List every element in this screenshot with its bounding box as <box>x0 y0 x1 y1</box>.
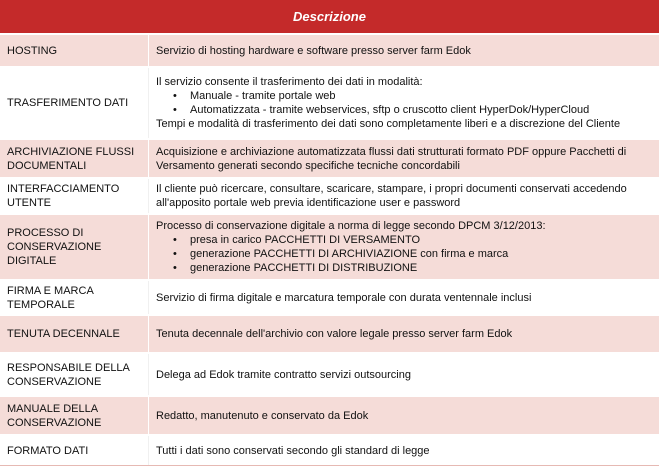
description-line: all'apposito portale web previa identificazione user e password <box>156 197 461 209</box>
description-line: Tutti i dati sono conservati secondo gli standard di legge <box>156 444 430 457</box>
table-row-responsabile <box>0 354 659 395</box>
description-line: Delega ad Edok tramite contratto servizi outsourcing <box>156 368 411 381</box>
row-description <box>149 354 659 395</box>
row-label <box>0 35 148 66</box>
description-intro: Processo di conservazione digitale a norma di legge secondo DPCM 3/12/2013: <box>156 220 546 232</box>
header-title: Descrizione <box>293 9 366 24</box>
table-row-firma-marca <box>0 281 659 314</box>
row-label <box>0 179 148 213</box>
row-label-text: FORMATO DATI <box>7 444 89 457</box>
row-label <box>0 354 148 395</box>
bullet-icon: • <box>173 248 177 260</box>
row-label <box>0 68 148 138</box>
description-line: Versamento generati secondo specifiche tecniche concordabili <box>156 159 460 172</box>
row-description <box>149 215 659 279</box>
row-label-text: TRASFERIMENTO DATI <box>7 97 129 109</box>
row-label <box>0 397 148 434</box>
row-label-text: PROCESSO DI CONSERVAZIONE DIGITALE <box>7 227 102 267</box>
bullet-item: • Manuale - tramite portale web <box>173 90 336 102</box>
row-label <box>0 215 148 279</box>
description-line: Servizio di hosting hardware e software presso server farm Edok <box>156 44 471 57</box>
row-description <box>149 397 659 434</box>
bullet-icon: • <box>173 90 177 102</box>
bullet-item: • generazione PACCHETTI DI ARCHIVIAZIONE con firma e marca <box>173 248 509 260</box>
table-row-tenuta-decennale <box>0 316 659 352</box>
description-intro: Il servizio consente il trasferimento dei dati in modalità: <box>156 76 423 88</box>
row-label-text: MANUALE DELLA CONSERVAZIONE <box>7 402 102 429</box>
bullet-icon: • <box>173 234 177 246</box>
bullet-item: • generazione PACCHETTI DI DISTRIBUZIONE <box>173 262 418 274</box>
description-line: Tenuta decennale dell'archivio con valore legale presso server farm Edok <box>156 328 513 340</box>
bullet-icon: • <box>173 262 177 274</box>
description-line: Servizio di firma digitale e marcatura temporale con durata ventennale inclusi <box>156 291 532 304</box>
row-label <box>0 436 148 465</box>
row-description <box>149 179 659 213</box>
table-row-archiviazione-flussi <box>0 140 659 177</box>
row-description <box>149 316 659 352</box>
row-description <box>149 281 659 314</box>
table-row-manuale <box>0 397 659 434</box>
bullet-icon: • <box>173 104 177 116</box>
description-line: Redatto, manutenuto e conservato da Edok <box>156 409 369 422</box>
bullet-item: • presa in carico PACCHETTI DI VERSAMENTO <box>173 234 421 246</box>
table-header <box>0 0 659 33</box>
table-row-formato-dati <box>0 436 659 465</box>
row-description <box>149 35 659 66</box>
row-label <box>0 281 148 314</box>
row-label <box>0 140 148 177</box>
row-description <box>149 68 659 138</box>
row-label-text: FIRMA E MARCA TEMPORALE <box>7 284 94 311</box>
table-row-trasferimento-dati <box>0 68 659 138</box>
table-row-hosting <box>0 35 659 66</box>
bullet-item: • Automatizzata - tramite webservices, sftp o cruscotto client HyperDok/HyperCloud <box>173 104 590 116</box>
table-row-interfacciamento-utente <box>0 179 659 213</box>
table-row-processo-conservazione <box>0 215 659 279</box>
row-description <box>149 140 659 177</box>
row-label <box>0 316 148 352</box>
row-label-text: ARCHIVIAZIONE FLUSSI DOCUMENTALI <box>7 145 135 172</box>
description-line: Acquisizione e archiviazione automatizzata flussi dati strutturati formato PDF oppure Pacchetti di <box>156 145 627 158</box>
row-label-text: HOSTING <box>7 44 58 57</box>
row-description <box>149 436 659 465</box>
row-label-text: TENUTA DECENNALE <box>7 328 120 340</box>
row-label-text: INTERFACCIAMENTO UTENTE <box>7 183 120 209</box>
row-label-text: RESPONSABILE DELLA CONSERVAZIONE <box>7 361 130 388</box>
description-outro: Tempi e modalità di trasferimento dei dati sono completamente liberi e a discrezione del Cliente <box>156 118 621 130</box>
description-line: Il cliente può ricercare, consultare, scaricare, stampare, i propri documenti conservati accedendo <box>156 183 627 195</box>
